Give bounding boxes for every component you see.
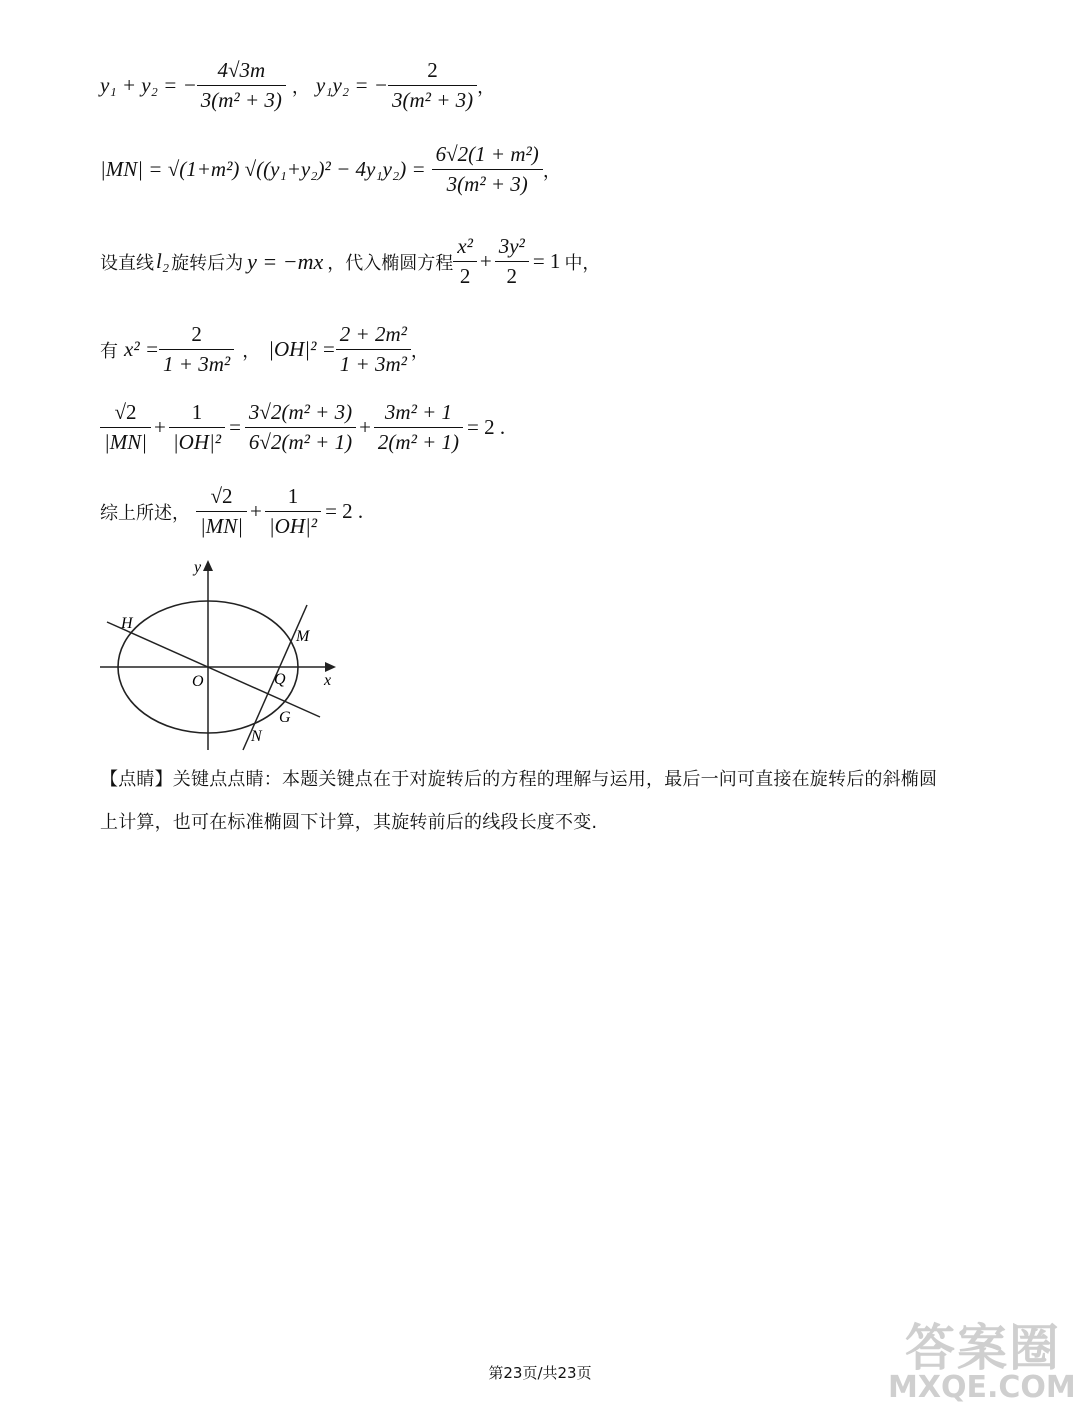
eq4-frac2 <box>169 400 225 455</box>
para1-l2: l₂ <box>156 249 170 273</box>
page-footer: 第23页/共23页 <box>488 1364 592 1382</box>
eq3-frac1 <box>159 322 234 377</box>
para1-text-b: 旋转后为 <box>171 252 244 274</box>
eq4-frac3-den: 6√2(m² + 1) <box>245 427 356 455</box>
eq2-frac <box>432 142 543 197</box>
eq3-text-a: 有 <box>100 340 118 362</box>
eq4-frac1-num: √2 <box>114 400 137 424</box>
eq4-result: = 2 . <box>467 415 506 439</box>
equation-y-sum-product <box>100 58 495 113</box>
watermark-logo: 答案圈 <box>905 1319 1061 1377</box>
para1-frac1-den: 2 <box>453 261 477 289</box>
eq5-frac2-den: |OH|² <box>265 511 321 539</box>
eq3-frac2-num: 2 + 2m² <box>339 322 407 346</box>
eq3-frac1-den: 1 + 3m² <box>159 349 234 377</box>
para1-expr: y = −mx <box>247 248 324 274</box>
comment-line-1: 【点睛】关键点点睛：本题关键点在于对旋转后的方程的理解与运用，最后一问可直接在旋转后的斜椭圆 <box>100 769 938 790</box>
eq3-frac2-den: 1 + 3m² <box>336 349 411 377</box>
eq5-frac1 <box>196 484 247 539</box>
watermark-url: MXQE.COM <box>888 1370 1076 1405</box>
eq2-frac-den: 3(m² + 3) <box>432 169 543 197</box>
ellipse-diagram <box>95 555 355 755</box>
eq5-frac1-num: √2 <box>210 484 233 508</box>
eq1-sep: ， <box>291 76 310 98</box>
eq4-frac1-den: |MN| <box>100 427 151 455</box>
para1-frac2-num: 3y² <box>498 234 525 258</box>
eq1-frac2 <box>388 58 477 113</box>
eq4-frac3-num: 3√2(m² + 3) <box>248 400 353 424</box>
eq1-frac2-den: 3(m² + 3) <box>388 85 477 113</box>
para1-eq: = 1 <box>532 249 561 273</box>
label-h: H <box>121 615 133 632</box>
y-axis-arrow <box>203 560 213 571</box>
para1-frac1 <box>453 234 477 289</box>
eq4-plus2: + <box>359 415 371 439</box>
eq4-frac4-num: 3m² + 1 <box>384 400 453 424</box>
eq4-frac3 <box>245 400 356 455</box>
label-x: x <box>324 672 332 689</box>
label-q: Q <box>274 671 286 688</box>
eq4-frac4 <box>374 400 463 455</box>
eq1-frac1 <box>197 58 286 113</box>
para1-text-d: 中， <box>564 252 601 274</box>
equation-x2-oh <box>100 322 429 377</box>
label-g: G <box>279 709 291 726</box>
label-n: N <box>251 728 262 745</box>
eq1-frac2-num: 2 <box>427 58 438 82</box>
equation-conclusion <box>100 484 363 539</box>
para1-text-c: ，代入椭圆方程 <box>327 252 454 274</box>
equation-mn-length <box>100 142 561 197</box>
eq4-plus1: + <box>154 415 166 439</box>
eq2-left: |MN| = √(1+m²) √((y₁+y₂)² − 4y₁y₂) = <box>100 157 426 181</box>
eq3-frac1-num: 2 <box>191 322 202 346</box>
eq4-eq1: = <box>229 415 241 439</box>
eq4-frac2-den: |OH|² <box>169 427 225 455</box>
eq1-mid: y₁y₂ = − <box>315 73 388 97</box>
eq5-result: = 2 . <box>325 499 364 523</box>
eq5-text: 综上所述， <box>100 502 190 524</box>
eq5-frac2 <box>265 484 321 539</box>
eq1-end: ， <box>477 76 496 98</box>
paragraph-rotated-line <box>100 234 600 289</box>
eq2-frac-num: 6√2(1 + m²) <box>435 142 539 166</box>
para1-frac1-num: x² <box>457 234 473 258</box>
eq1-left: y₁ + y₂ = − <box>100 73 197 97</box>
eq1-frac1-num: 4√3m <box>217 58 266 82</box>
eq3-x2: x² = <box>124 337 160 361</box>
equation-sum-result <box>100 400 505 455</box>
eq3-frac2 <box>336 322 411 377</box>
comment-line-2: 上计算，也可在标准椭圆下计算，其旋转前后的线段长度不变. <box>100 812 598 833</box>
eq5-plus: + <box>250 499 262 523</box>
label-y: y <box>194 559 202 576</box>
eq4-frac2-num: 1 <box>191 400 203 424</box>
eq3-sep: ， <box>242 340 261 362</box>
x-axis-arrow <box>325 662 336 672</box>
eq5-frac1-den: |MN| <box>196 511 247 539</box>
para1-text-a: 设直线 <box>100 252 154 274</box>
eq4-frac1 <box>100 400 151 455</box>
eq3-end: ， <box>410 340 429 362</box>
label-m: M <box>296 628 310 645</box>
para1-plus: + <box>479 249 492 273</box>
para1-frac2-den: 2 <box>495 261 529 289</box>
para1-frac2 <box>495 234 529 289</box>
eq2-end: ， <box>542 160 561 182</box>
label-o: O <box>192 673 204 690</box>
eq4-frac4-den: 2(m² + 1) <box>374 427 463 455</box>
eq1-frac1-den: 3(m² + 3) <box>197 85 286 113</box>
eq5-frac2-num: 1 <box>287 484 299 508</box>
eq3-oh: |OH|² = <box>268 337 336 361</box>
